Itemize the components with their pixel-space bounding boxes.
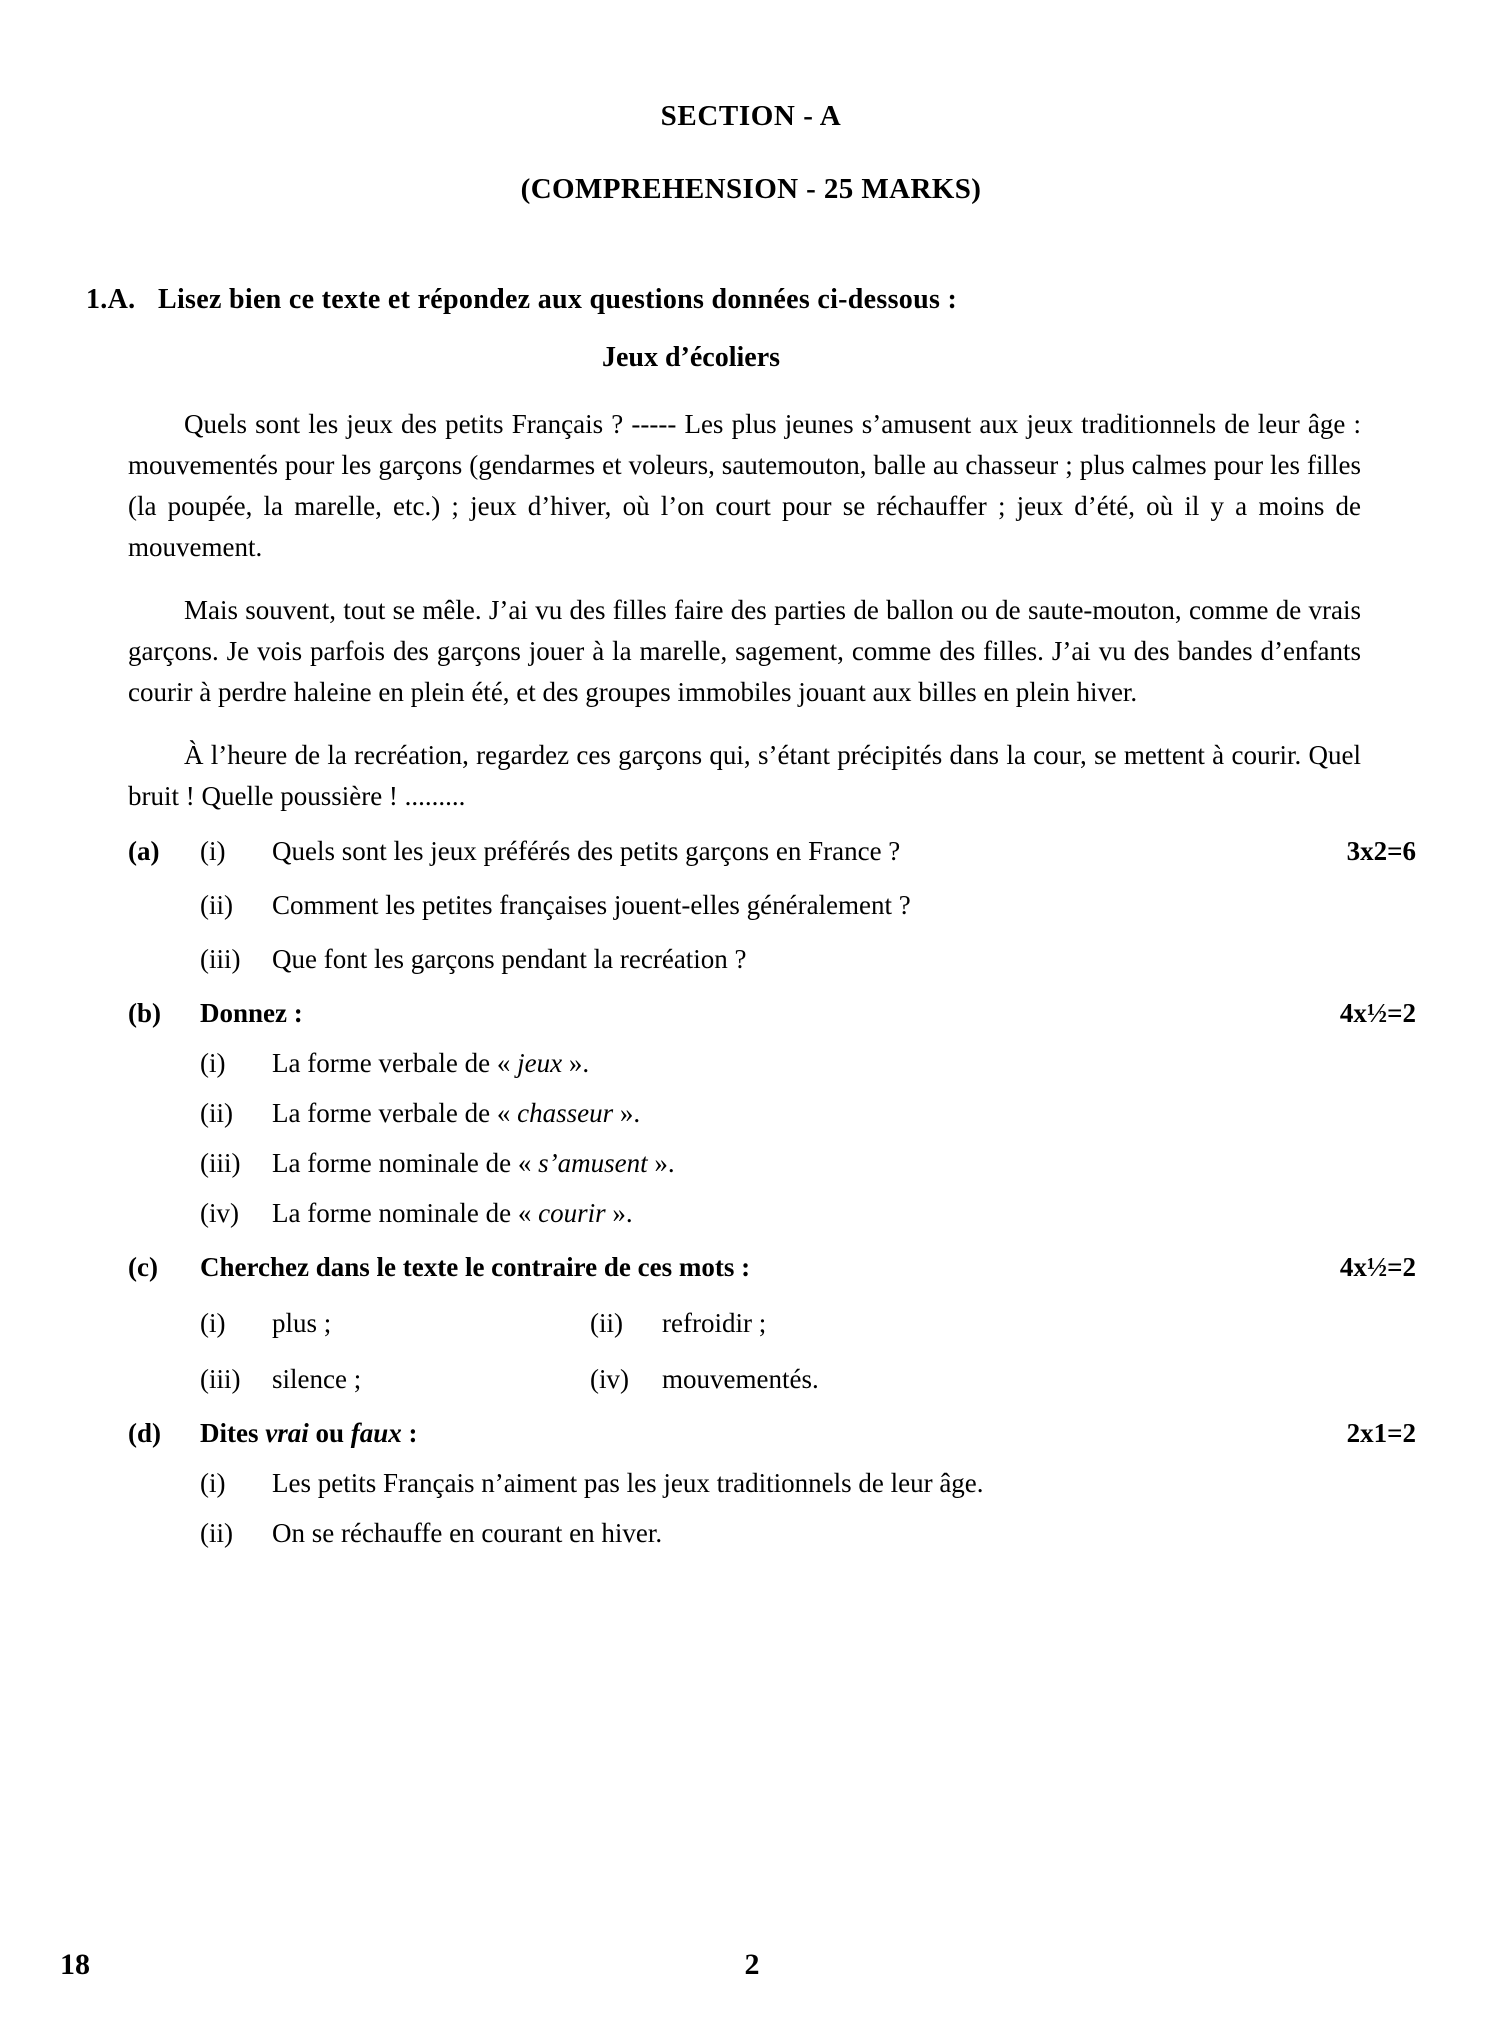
item-text-italic: courir xyxy=(538,1198,606,1228)
page-number: 2 xyxy=(744,1948,760,1981)
item-text-post: ». xyxy=(562,1048,590,1078)
part-c-item-number: (iii) xyxy=(200,1364,241,1394)
part-a-item-text: Comment les petites françaises jouent-elles généralement ? xyxy=(272,890,911,920)
part-b-item-number: (i) xyxy=(200,1048,226,1078)
item-text-post: ». xyxy=(605,1198,633,1228)
item-text-pre: La forme nominale de « xyxy=(272,1148,539,1178)
part-c-block xyxy=(86,1247,1416,1399)
part-d-item-text: On se réchauffe en courant en hiver. xyxy=(272,1518,663,1548)
part-b-label: (b) xyxy=(128,998,161,1028)
part-c-item-row xyxy=(128,1359,1416,1399)
part-b-block xyxy=(86,993,1416,1233)
part-b-item-text xyxy=(272,1143,1416,1183)
part-c-item-row xyxy=(128,1303,1416,1343)
part-a-item-number: (iii) xyxy=(200,944,241,974)
heading-mid: ou xyxy=(308,1418,351,1448)
part-c-item-text: refroidir ; xyxy=(662,1308,767,1338)
part-c-item-number: (ii) xyxy=(590,1308,623,1338)
item-text-italic: chasseur xyxy=(517,1098,614,1128)
passage-paragraph: À l’heure de la recréation, regardez ces garçons qui, s’étant précipités dans la cour, se mettent à courir. Quel bruit ! Quelle poussière ! ......... xyxy=(128,740,1361,811)
part-d-item-row xyxy=(128,1513,1416,1553)
part-d-heading xyxy=(200,1413,1280,1453)
part-c-item xyxy=(200,1359,590,1399)
part-c-item-text: silence ; xyxy=(272,1364,362,1394)
page-content xyxy=(86,0,1416,1553)
passage-paragraph: Mais souvent, tout se mêle. J’ai vu des filles faire des parties de ballon ou de saute-mouton, comme de vrais garçons. Je vois parfois des garçons jouer à la marelle, sagement, comme des filles. J’ai vu des bandes d’enfants courir à perdre haleine en plein été, et des groupes immobiles jouant aux billes en plein hiver. xyxy=(128,595,1361,707)
part-b-heading: Donnez : xyxy=(200,998,303,1028)
item-text-pre: La forme verbale de « xyxy=(272,1098,518,1128)
part-c-item-text: plus ; xyxy=(272,1308,332,1338)
heading-pre: Dites xyxy=(200,1418,266,1448)
part-d-item-text: Les petits Français n’aiment pas les jeux traditionnels de leur âge. xyxy=(272,1468,984,1498)
passage-paragraph: Quels sont les jeux des petits Français ? ----- Les plus jeunes s’amusent aux jeux traditionnels de leur âge : mouvementés pour les garçons (gendarmes et voleurs, sautemouton, balle au chasseur ; plus calmes pour les filles (la poupée, la marelle, etc.) ; jeux d’hiver, où l’on court pour se réchauffer ; jeux d’été, où il y a moins de mouvement. xyxy=(128,409,1361,562)
part-c-item xyxy=(200,1303,590,1343)
part-c-marks: 4x½=2 xyxy=(1339,1252,1416,1282)
part-c-item xyxy=(590,1303,980,1343)
part-b-item-text xyxy=(272,1193,1416,1233)
paper-code: 18 xyxy=(60,1948,90,1981)
part-c-item-number: (i) xyxy=(200,1308,226,1338)
part-c-item xyxy=(590,1359,980,1399)
part-d-block xyxy=(86,1413,1416,1553)
part-a-item-number: (i) xyxy=(200,836,226,866)
question-1a-instruction-row xyxy=(86,284,1416,316)
question-1a-number: 1.A. xyxy=(86,284,136,315)
section-subtitle: (COMPREHENSION - 25 MARKS) xyxy=(520,173,982,205)
part-c-label: (c) xyxy=(128,1252,158,1282)
part-a-item-row xyxy=(128,939,1416,979)
part-b-item-row xyxy=(128,1093,1416,1133)
passage-title: Jeux d’écoliers xyxy=(601,342,781,373)
part-a-item-row xyxy=(128,831,1416,871)
part-b-item-number: (iv) xyxy=(200,1198,239,1228)
part-a-marks: 3x2=6 xyxy=(1346,836,1416,866)
heading-italic-faux: faux xyxy=(350,1418,402,1448)
part-a-item-row xyxy=(128,885,1416,925)
item-text-pre: La forme nominale de « xyxy=(272,1198,539,1228)
item-text-post: ». xyxy=(613,1098,641,1128)
part-c-item-text: mouvementés. xyxy=(662,1364,819,1394)
heading-post: : xyxy=(401,1418,418,1448)
part-a-block xyxy=(86,831,1416,979)
page-footer xyxy=(0,1914,1504,2034)
passage-body xyxy=(86,404,1416,817)
part-d-heading-row xyxy=(128,1413,1416,1453)
part-c-heading-row xyxy=(128,1247,1416,1287)
part-d-item-row xyxy=(128,1463,1416,1503)
item-text-pre: La forme verbale de « xyxy=(272,1048,518,1078)
section-heading: SECTION - A xyxy=(660,100,842,132)
part-d-marks: 2x1=2 xyxy=(1346,1418,1416,1448)
item-text-italic: jeux xyxy=(517,1048,563,1078)
part-b-item-text xyxy=(272,1043,1416,1083)
part-b-item-number: (ii) xyxy=(200,1098,233,1128)
part-b-marks: 4x½=2 xyxy=(1339,998,1416,1028)
part-c-item-number: (iv) xyxy=(590,1364,629,1394)
part-d-item-number: (ii) xyxy=(200,1518,233,1548)
part-c-heading: Cherchez dans le texte le contraire de ces mots : xyxy=(200,1252,751,1282)
part-d-item-number: (i) xyxy=(200,1468,226,1498)
part-b-item-row xyxy=(128,1193,1416,1233)
item-text-italic: s’amusent xyxy=(538,1148,648,1178)
part-b-item-row xyxy=(128,1143,1416,1183)
question-1a-instruction: Lisez bien ce texte et répondez aux questions données ci-dessous : xyxy=(158,284,958,315)
part-b-item-number: (iii) xyxy=(200,1148,241,1178)
part-d-label: (d) xyxy=(128,1418,161,1448)
part-b-item-row xyxy=(128,1043,1416,1083)
part-a-item-text: Quels sont les jeux préférés des petits garçons en France ? xyxy=(272,836,901,866)
item-text-post: ». xyxy=(647,1148,675,1178)
part-a-item-text: Que font les garçons pendant la recréation ? xyxy=(272,944,747,974)
part-a-label: (a) xyxy=(128,836,160,866)
heading-italic-vrai: vrai xyxy=(265,1418,309,1448)
part-a-item-number: (ii) xyxy=(200,890,233,920)
part-b-heading-row xyxy=(128,993,1416,1033)
part-b-item-text xyxy=(272,1093,1416,1133)
